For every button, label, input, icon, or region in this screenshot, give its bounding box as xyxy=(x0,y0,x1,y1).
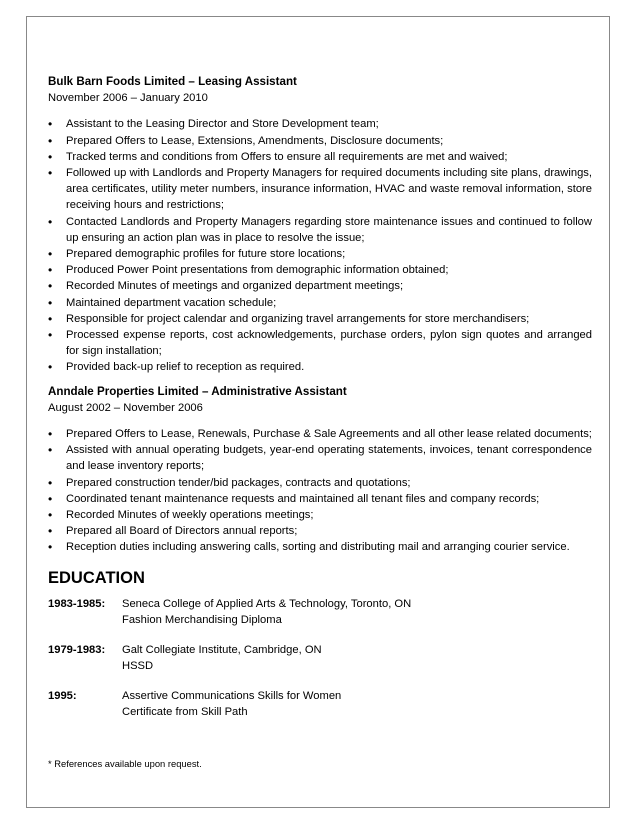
job-title: Anndale Properties Limited – Administrative Assistant xyxy=(48,384,347,398)
job-title: Bulk Barn Foods Limited – Leasing Assistant xyxy=(48,75,297,88)
list-item: • Reception duties including answering calls, sorting and distributing mail and arranging courier service. xyxy=(48,539,592,555)
list-item: • Maintained department vacation schedule; xyxy=(48,295,592,311)
list-item: • Tracked terms and conditions from Offers to ensure all requirements are met and waived; xyxy=(48,149,592,165)
list-item: • Recorded Minutes of weekly operations meetings; xyxy=(48,507,592,523)
institution: Galt Collegiate Institute, Cambridge, ON xyxy=(122,643,322,656)
list-item: • Assistant to the Leasing Director and Store Development team; xyxy=(48,116,592,132)
education-entry xyxy=(48,688,592,720)
list-item: • Processed expense reports, cost acknowledgements, purchase orders, pylon sign quotes and arranged for sign installation; xyxy=(48,327,592,359)
list-item: • Assisted with annual operating budgets, year-end operating statements, invoices, tenant correspondence and lease inventory reports; xyxy=(48,442,592,474)
education-entry xyxy=(48,642,592,674)
institution: Seneca College of Applied Arts & Technology, Toronto, ON xyxy=(122,597,412,610)
list-item: • Coordinated tenant maintenance requests and maintained all tenant files and company records; xyxy=(48,491,592,507)
list-item: • Provided back-up relief to reception as required. xyxy=(48,359,592,375)
list-item: • Contacted Landlords and Property Managers regarding store maintenance issues and continued to follow up ensuring an action plan was in place to resolve the issue; xyxy=(48,214,592,246)
education-years: 1983-1985: xyxy=(48,597,106,610)
duties-list xyxy=(48,426,592,556)
education-entry xyxy=(48,596,592,628)
list-item: • Followed up with Landlords and Property Managers for required documents including site plans, drawings, area certificates, utility meter numbers, insurance information, HVAC and waste removal information, store receiving hours and restrictions; xyxy=(48,165,592,214)
job-section xyxy=(48,384,592,556)
job-section xyxy=(48,74,592,376)
list-item: • Prepared Offers to Lease, Extensions, Amendments, Disclosure documents; xyxy=(48,133,592,149)
job-dates: November 2006 – January 2010 xyxy=(48,92,208,105)
list-item: • Prepared demographic profiles for future store locations; xyxy=(48,246,592,262)
education-years: 1995: xyxy=(48,689,77,702)
education-section xyxy=(48,568,592,720)
credential: HSSD xyxy=(122,659,154,672)
references-footnote: * References available upon request. xyxy=(48,758,202,769)
list-item: • Prepared Offers to Lease, Renewals, Purchase & Sale Agreements and all other lease related documents; xyxy=(48,426,592,442)
education-detail xyxy=(122,642,322,674)
list-item: • Produced Power Point presentations from demographic information obtained; xyxy=(48,262,592,278)
list-item: • Prepared all Board of Directors annual reports; xyxy=(48,523,592,539)
list-item: • Prepared construction tender/bid packages, contracts and quotations; xyxy=(48,475,592,491)
section-heading: EDUCATION xyxy=(48,568,145,587)
institution: Assertive Communications Skills for Women xyxy=(122,689,342,702)
list-item: • Responsible for project calendar and organizing travel arrangements for store merchandisers; xyxy=(48,311,592,327)
duties-list xyxy=(48,116,592,375)
resume-body xyxy=(48,74,592,734)
education-detail xyxy=(122,596,411,628)
education-years: 1979-1983: xyxy=(48,643,106,656)
list-item: • Recorded Minutes of meetings and organized department meetings; xyxy=(48,278,592,294)
credential: Certificate from Skill Path xyxy=(122,705,248,718)
credential: Fashion Merchandising Diploma xyxy=(122,613,282,626)
education-detail xyxy=(122,688,341,720)
job-dates: August 2002 – November 2006 xyxy=(48,401,203,414)
